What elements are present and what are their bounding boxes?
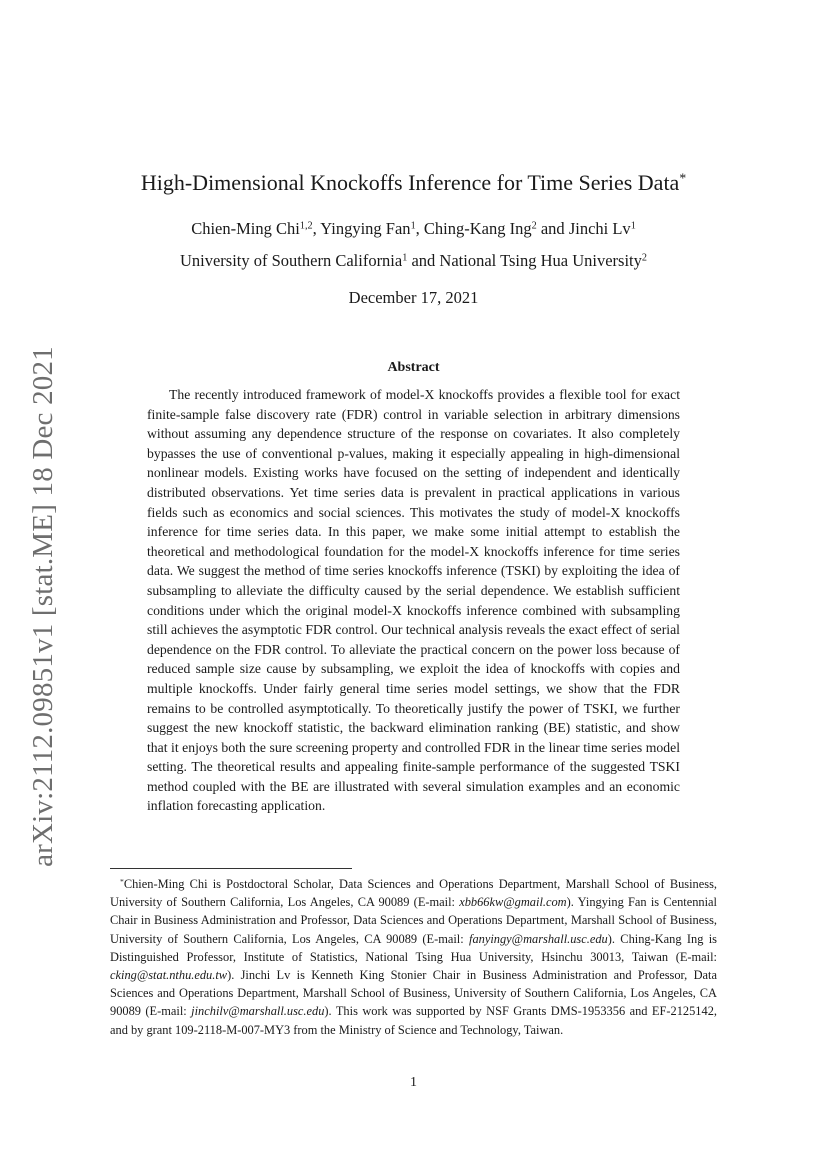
- footnote-text: ). Ching-Kang Ing is Distinguished Professor, Institute of Statistics, National Tsing Hua University, Hsinchu 30013, Taiwan (E-mail:: [110, 931, 717, 964]
- author-affiliation-mark: 1,2: [299, 220, 313, 232]
- author-name: Jinchi Lv: [568, 219, 631, 238]
- author-list: [0, 218, 827, 240]
- author-name: Chien-Ming Chi: [191, 219, 300, 238]
- footnote-text: ). Jinchi Lv is Kenneth King Stonier Chair in Business Administration and Professor, Data Sciences and Operations Department, Marshall School of Business, University of Southern California, Los Angeles, CA 90089 (E-mail:: [110, 968, 717, 1019]
- author-separator: and: [536, 219, 569, 238]
- arxiv-stamp: [20, 345, 66, 867]
- footnote-email[interactable]: fanyingy@marshall.usc.edu: [469, 931, 608, 946]
- author-name: Yingying Fan: [320, 219, 411, 238]
- abstract-body: The recently introduced framework of model-X knockoffs provides a flexible tool for exact finite-sample false discovery rate (FDR) control in variable selection in arbitrary dimensions without assuming any dependence structure of the response on covariates. It also completely bypasses the use of conventional p-values, making it especially appealing in high-dimensional nonlinear models. Existing works have focused on the setting of independent and identically distributed observations. Yet time series data is prevalent in practical applications in various fields such as economics and social sciences. This motivates the study of model-X knockoffs inference for time series data. In this paper, we make some initial attempt to establish the theoretical and methodological foundation for the model-X knockoffs inference for time series data. We suggest the method of time series knockoffs inference (TSKI) by exploiting the idea of subsampling to alleviate the difficulty caused by the serial dependence. We establish sufficient conditions under which the original model-X knockoffs inference combined with subsampling still achieves the asymptotic FDR control. Our technical analysis reveals the exact effect of serial dependence on the FDR control. To alleviate the practical concern on the power loss because of reduced sample size cause by subsampling, we exploit the idea of knockoffs with copies and multiple knockoffs. Under fairly general time series model settings, we show that the FDR remains to be controlled asymptotically. To theoretically justify the power of TSKI, we further suggest the new knockoff statistic, the backward elimination ranking (BE) statistic, and show that it enjoys both the sure screening property and controlled FDR in the linear time series model setting. The theoretical results and appealing finite-sample performance of the suggested TSKI method coupled with the BE are illustrated with several simulation examples and an economic inflation forecasting application.: [147, 387, 680, 814]
- footnote-email[interactable]: jinchilv@marshall.usc.edu: [191, 1004, 325, 1019]
- paper-title: [0, 170, 827, 196]
- footnote-text: ). Yingying Fan is Centennial Chair in Business Administration and Professor, Data Sciences and Operations Department, Marshall School of Business, University of Southern California, Los Angeles, CA 90089 (E-mail:: [110, 895, 717, 946]
- affiliation-separator: and: [407, 251, 440, 270]
- affiliation-mark: 1: [402, 252, 408, 264]
- footnote-email[interactable]: xbb66kw@gmail.com: [459, 895, 567, 910]
- footnote-text: ). This work was supported by NSF Grants DMS-1953356 and EF-2125142, and by grant 109-2118-M-007-MY3 from the Ministry of Science and Technology, Taiwan.: [110, 1004, 717, 1037]
- footnote-email[interactable]: cking@stat.nthu.edu.tw: [110, 968, 228, 983]
- title-footnote-mark: *: [679, 170, 687, 186]
- author-affiliation-mark: 2: [531, 220, 537, 232]
- author-affiliation-mark: 1: [630, 220, 636, 232]
- arxiv-stamp-text: arXiv:2112.09851v1 [stat.ME] 18 Dec 2021: [26, 345, 59, 867]
- footnote-rule: [110, 868, 352, 869]
- affiliation-line: [0, 250, 827, 272]
- author-affiliation-mark: 1: [410, 220, 416, 232]
- footnote: [110, 875, 717, 1039]
- affiliation-name: National Tsing Hua University: [439, 251, 642, 270]
- author-separator: ,: [415, 219, 424, 238]
- affiliation-name: University of Southern California: [179, 251, 403, 270]
- author-separator: ,: [312, 219, 321, 238]
- paper-date: December 17, 2021: [348, 288, 479, 307]
- paper-title-text: High-Dimensional Knockoffs Inference for Time Series Data: [140, 170, 680, 195]
- footnote-mark: *: [120, 876, 124, 886]
- footnote-text: Chien-Ming Chi is Postdoctoral Scholar, Data Sciences and Operations Department, Marshall School of Business, University of Southern California, Los Angeles, CA 90089 (E-mail:: [110, 877, 717, 910]
- page-number: 1: [410, 1075, 417, 1090]
- author-name: Ching-Kang Ing: [423, 219, 532, 238]
- abstract-heading: Abstract: [387, 360, 440, 375]
- affiliation-mark: 2: [641, 252, 648, 264]
